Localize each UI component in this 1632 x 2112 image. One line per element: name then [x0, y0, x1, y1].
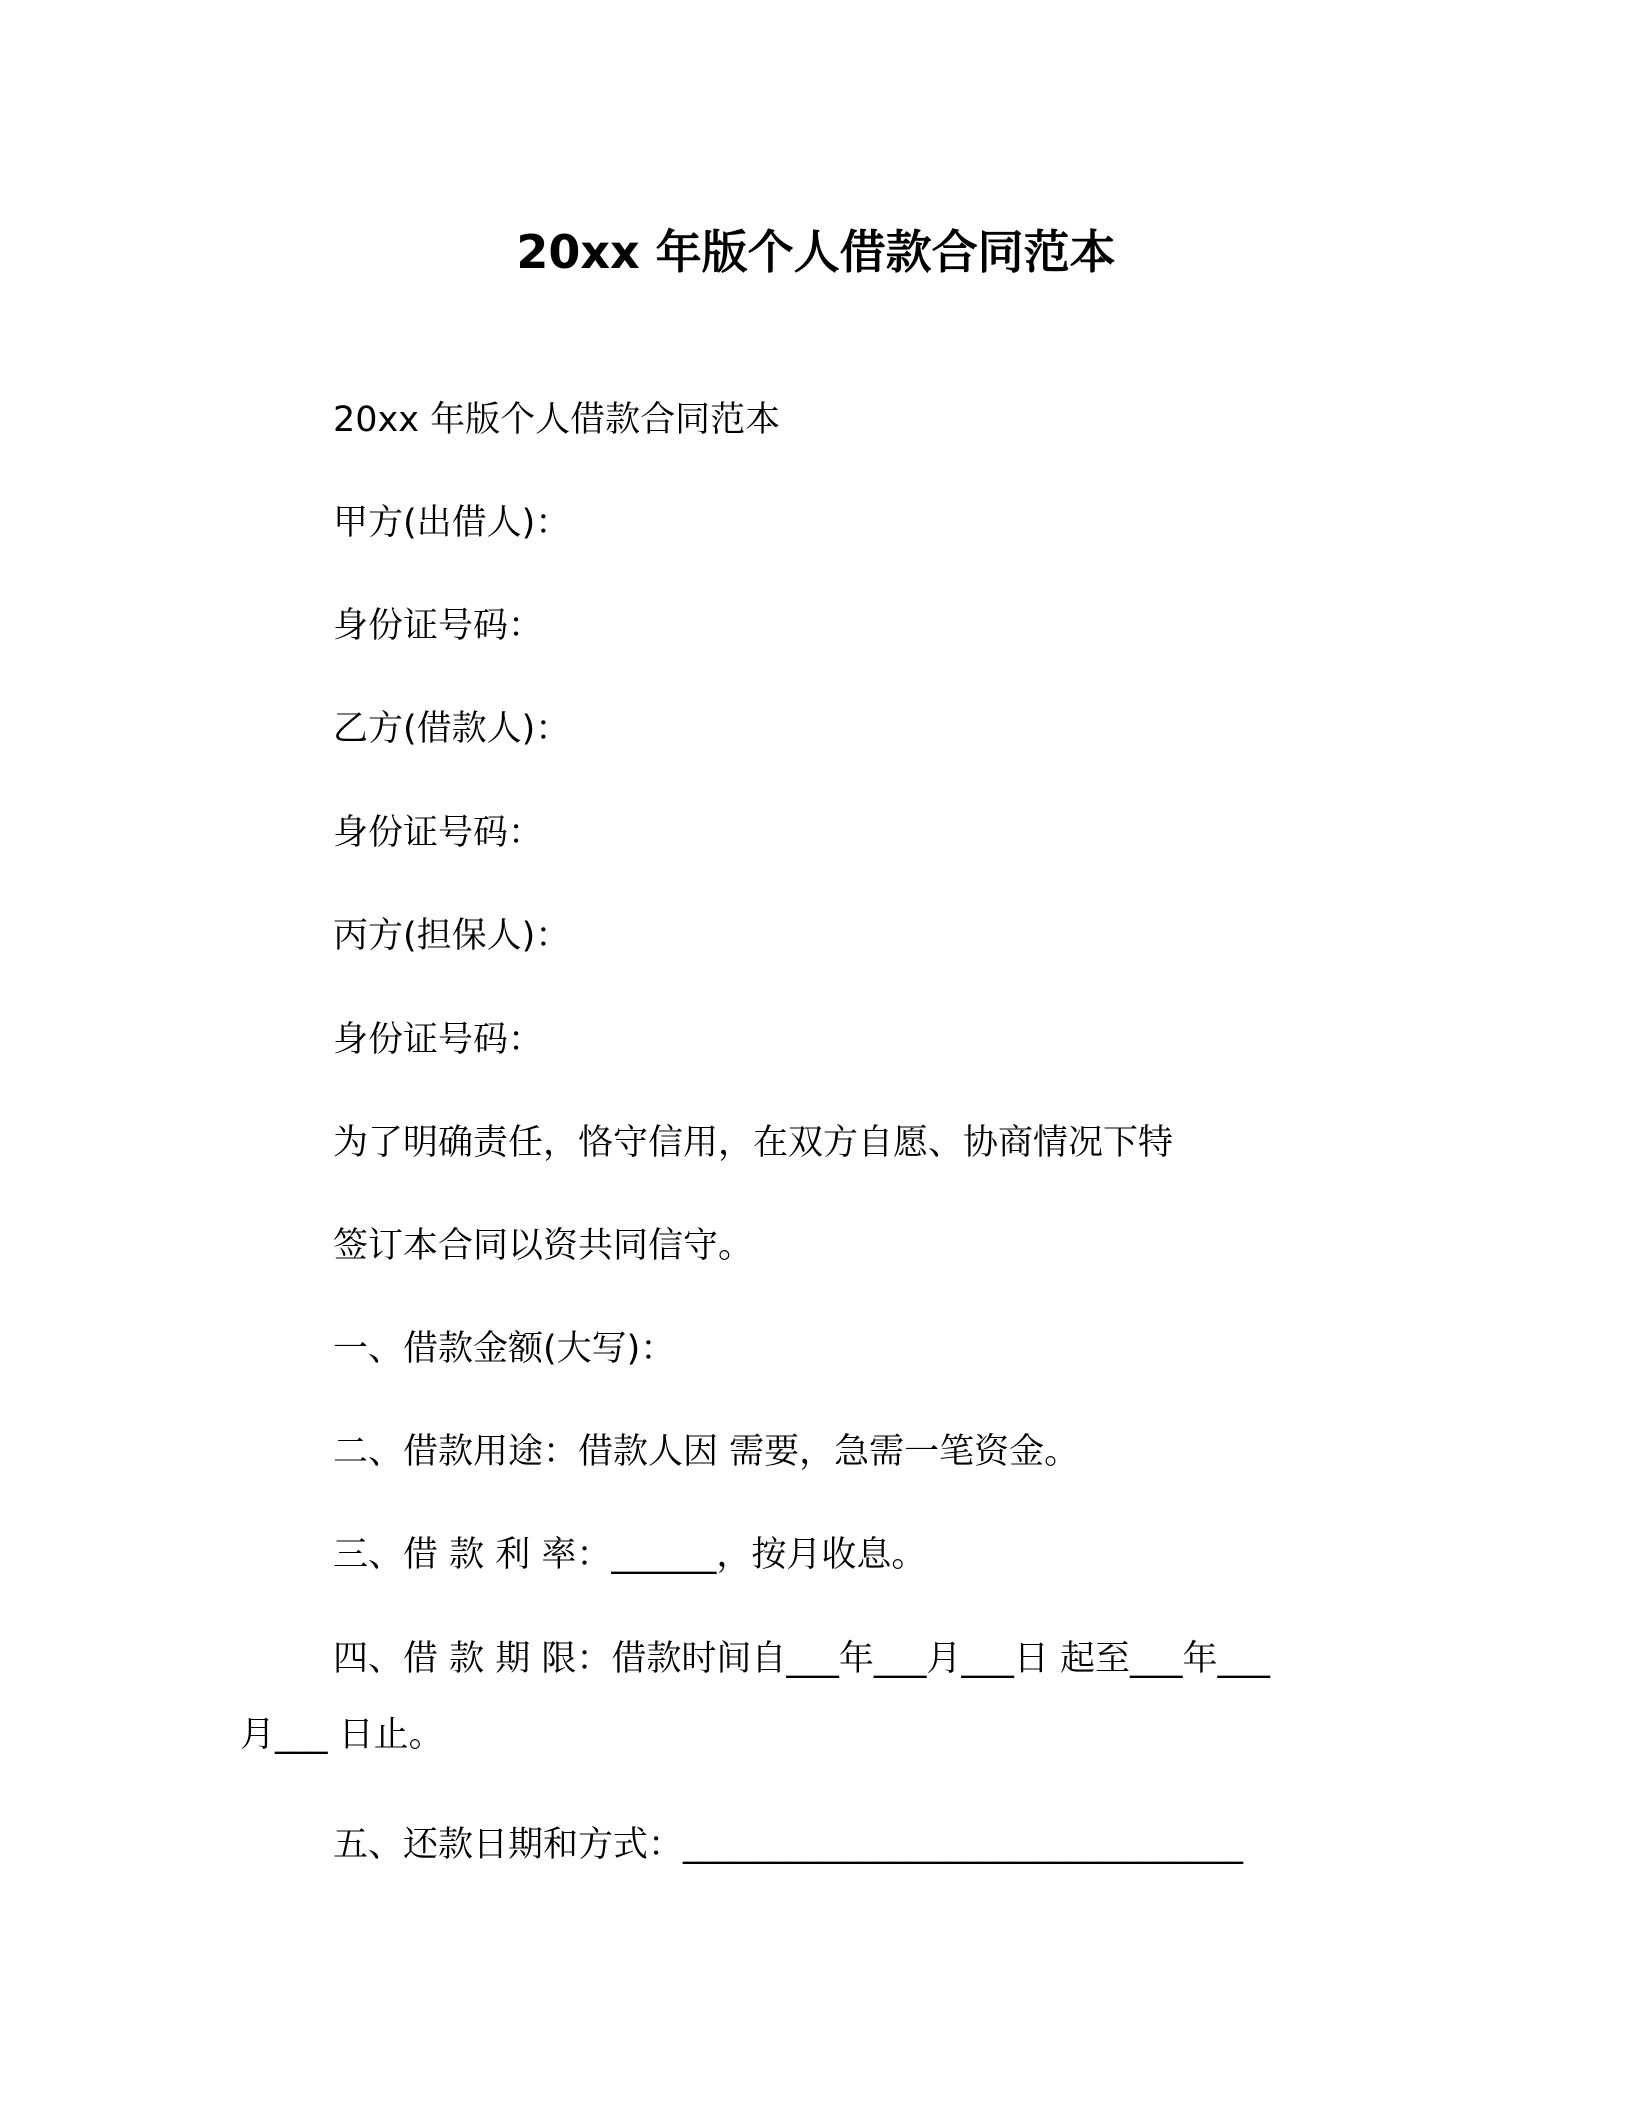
- document-subtitle: 20xx 年版个人借款合同范本: [333, 400, 781, 440]
- party-a-id-number: 身份证号码：: [333, 606, 544, 646]
- party-b-id-number: 身份证号码：: [333, 813, 544, 853]
- clause-loan-amount: 一、借款金额(大写)：: [333, 1329, 676, 1369]
- preamble-line-1: 为了明确责任，恪守信用，在双方自愿、协商情况下特: [333, 1123, 1174, 1163]
- party-a-lender: 甲方(出借人)：: [333, 503, 571, 543]
- party-c-guarantor: 丙方(担保人)：: [333, 916, 571, 956]
- document-title: 20xx 年版个人借款合同范本: [516, 225, 1116, 279]
- clause-repayment: 五、还款日期和方式：________________________________: [333, 1825, 1244, 1865]
- preamble-line-2: 签订本合同以资共同信守。: [333, 1226, 754, 1266]
- clause-loan-term: 四、借 款 期 限：借款时间自___年___月___日 起至___年___: [333, 1639, 1271, 1679]
- party-b-borrower: 乙方(借款人)：: [333, 709, 571, 749]
- clause-loan-term-continued: 月___ 日止。: [240, 1715, 444, 1755]
- clause-interest-rate: 三、借 款 利 率：______，按月收息。: [333, 1535, 927, 1575]
- party-c-id-number: 身份证号码：: [333, 1020, 544, 1060]
- clause-loan-purpose: 二、借款用途：借款人因 需要，急需一笔资金。: [333, 1432, 1080, 1472]
